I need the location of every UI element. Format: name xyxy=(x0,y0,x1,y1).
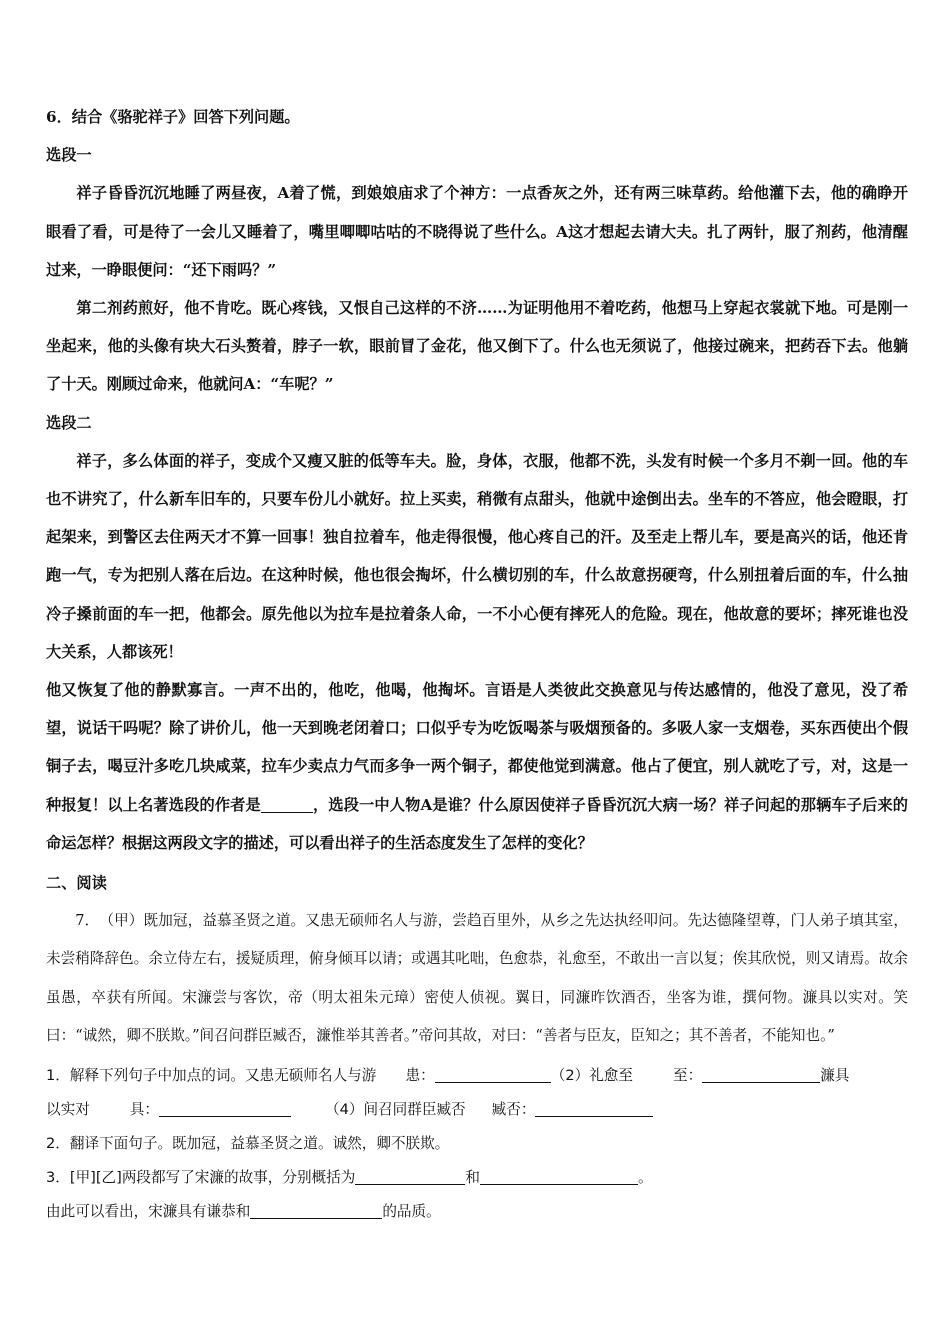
q1-item-3-start: 濂具 xyxy=(820,1067,850,1085)
section-2-heading: 二、阅读 xyxy=(46,874,107,893)
q3-line-2-prompt: 由此可以看出，宋濂具有谦恭和 xyxy=(46,1203,251,1221)
question-1-line-1 xyxy=(46,1059,908,1093)
q1-item-2-label: 至： xyxy=(673,1067,703,1085)
question-6-title: 6．结合《骆驼祥子》回答下列问题。 xyxy=(46,108,300,126)
question-3-line-1 xyxy=(46,1161,908,1195)
excerpt-1-paragraph-2: 第二剂药煎好，他不肯吃。既心疼钱，又恨自己这样的不济……为证明他用不着吃药，他想马上穿起衣裳就下地。可是刚一坐起来，他的头像有块大石头赘着，脖子一软，眼前冒了金花，他又倒下了。什么也无须说了，他接过碗来，把药吞下去。他躺了十天。刚顾过命来，他就问A：“车呢？” xyxy=(46,299,908,394)
q3-blank-3[interactable] xyxy=(250,1203,382,1219)
question-7-text: 7． （甲）既加冠，益慕圣贤之道。又患无硕师名人与游，尝趋百里外，从乡之先达执经叩问。先达德隆望尊，门人弟子填其室，未尝稍降辞色。余立侍左右，援疑质理，俯身倾耳以请；或遇其叱咄，色愈恭，礼愈至，不敢出一言以复；俟其欣悦，则又请焉。故余虽愚，卒获有所闻。宋濂尝与客饮，帝（明太祖朱元璋）密使人侦视。翼日，同濂昨饮酒否，坐客为谁，撰何物。濂具以实对。笑曰：“诚然，卿不朕欺。”间召问群臣臧否，濂惟举其善者。”帝问其故，对曰：“善者与臣友，臣知之；其不善者，不能知也。” xyxy=(46,912,908,1044)
document-page xyxy=(46,98,908,1229)
q3-and: 和 xyxy=(465,1169,480,1187)
excerpt-2-paragraph-2-text: 他又恢复了他的静默寡言。一声不出的，他吃，他喝，他掏坏。言语是人类彼此交换意见与传达感情的，他没了意见，没了希望，说话干吗呢？除了讲价儿，他一天到晚老闭着口；口似乎专为吃饭喝茶与吸烟预备的。多吸人家一支烟卷，买东西使出个假铜子去，喝豆汁多吃几块咸菜，拉车少卖点力气而多争一两个铜子，都使他觉到满意。他占了便宜，别人就吃了亏，对，这是一种报复！以上名著选段的作者是 xyxy=(46,681,908,814)
excerpt-2-paragraph-2 xyxy=(46,671,908,862)
q1-item-4-label: 臧否： xyxy=(491,1101,536,1119)
q1-item-3-end: 以实对 xyxy=(46,1101,90,1119)
q1-item-2: （2）礼愈至 xyxy=(550,1067,633,1085)
q1-item-4: （4）间召同群臣臧否 xyxy=(325,1101,466,1119)
question-3-line-2 xyxy=(46,1195,908,1229)
q1-blank-zhi[interactable] xyxy=(702,1067,820,1083)
q1-blank-huan[interactable] xyxy=(435,1067,551,1083)
excerpt-2-paragraph-1: 祥子，多么体面的祥子，变成个又瘦又脏的低等车夫。脸，身体，衣服，他都不洗，头发有时候一个多月不剃一回。他的车也不讲究了，什么新车旧车的，只要车份儿小就好。拉上买卖，稍微有点甜头，他就中途倒出去。坐车的不答应，他会瞪眼，打起架来，到警区去住两天才不算一回事！独自拉着车，他走得很慢，他心疼自己的汗。及至走上帮儿车，要是高兴的话，他还肯跑一气，专为把别人落在后边。在这种时候，他也很会掏坏，什么横切别的车，什么故意拐硬弯，什么别扭着后面的车，什么抽冷子搡前面的车一把，他都会。原先他以为拉车是拉着条人命，一不小心便有摔死人的危险。现在，他故意的要坏；摔死谁也没大关系，人都该死！ xyxy=(46,451,908,661)
q3-period: 。 xyxy=(637,1169,653,1187)
q3-blank-1[interactable] xyxy=(355,1169,465,1185)
q1-item-3-label: 具： xyxy=(129,1101,159,1119)
q3-blank-2[interactable] xyxy=(480,1169,638,1185)
question-2: 2．翻译下面句子。既加冠，益慕圣贤之道。诚然，卿不朕欺。 xyxy=(46,1135,450,1153)
q3-prompt: 3．[甲][乙]两段都写了宋濂的故事，分别概括为 xyxy=(46,1169,356,1187)
excerpt-1-paragraph-1: 祥子昏昏沉沉地睡了两昼夜，A着了慌，到娘娘庙求了个神方：一点香灰之外，还有两三味草药。给他灌下去，他的确睁开眼看了看，可是待了一会儿又睡着了，嘴里唧唧咕咕的不晓得说了些什么。A这才想起去请大夫。扎了两针，服了剂药，他清醒过来，一睁眼便问：“还下雨吗？” xyxy=(46,184,908,279)
excerpt-2-heading: 选段二 xyxy=(46,413,92,432)
author-answer-blank[interactable] xyxy=(261,796,313,812)
question-1-line-2 xyxy=(46,1093,908,1127)
excerpt-2-paragraph-2-questions: ，选段一中人物A是谁？什么原因使祥子昏昏沉沉大病一场？祥子问起的那辆车子后来的命运怎样？根据这两段文字的描述，可以看出祥子的生活态度发生了怎样的变化？ xyxy=(46,795,908,852)
q1-prompt: 1．解释下列句子中加点的词。又患无硕师名人与游 患： xyxy=(46,1067,435,1085)
q1-blank-ju[interactable] xyxy=(159,1101,291,1117)
q3-line-2-end: 的品质。 xyxy=(382,1203,441,1221)
excerpt-1-heading: 选段一 xyxy=(46,146,92,165)
q1-blank-zangpi[interactable] xyxy=(535,1101,653,1117)
